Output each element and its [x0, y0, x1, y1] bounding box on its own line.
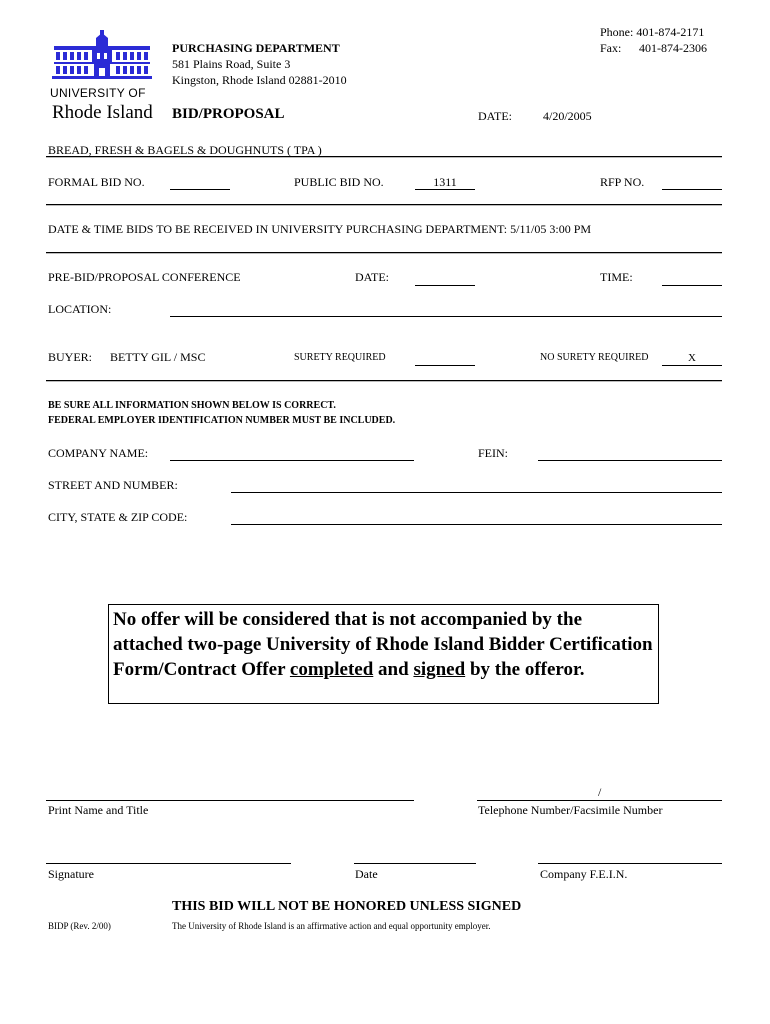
phone-fax-field[interactable]: [477, 800, 722, 801]
phone-number: Phone: 401-874-2171: [600, 25, 705, 39]
formal-bid-field[interactable]: [170, 175, 230, 190]
street-label: STREET AND NUMBER:: [48, 478, 178, 492]
signature-field[interactable]: [46, 863, 291, 864]
print-name-label: Print Name and Title: [48, 803, 149, 817]
city-field[interactable]: [231, 524, 722, 525]
no-surety-field[interactable]: X: [662, 351, 722, 366]
city-label: CITY, STATE & ZIP CODE:: [48, 510, 188, 524]
company-fein-field[interactable]: [538, 863, 722, 864]
prebid-date-field[interactable]: [415, 271, 475, 286]
divider: [46, 252, 722, 253]
phone-fax-label: Telephone Number/Facsimile Number: [478, 803, 663, 817]
info-notice-line1: BE SURE ALL INFORMATION SHOWN BELOW IS CORRECT.: [48, 400, 336, 411]
offer-notice-box: [108, 604, 659, 704]
signature-label: Signature: [48, 867, 94, 881]
department-name: PURCHASING DEPARTMENT: [172, 41, 340, 55]
notice-completed: completed: [289, 659, 374, 680]
divider: [46, 156, 722, 157]
rfp-label: RFP NO.: [600, 175, 645, 189]
sign-date-label: Date: [355, 867, 378, 881]
surety-field[interactable]: [415, 351, 475, 366]
company-name-label: COMPANY NAME:: [48, 446, 149, 460]
prebid-time-label: TIME:: [600, 270, 633, 284]
no-surety-label: NO SURETY REQUIRED: [540, 352, 649, 363]
form-title: BID/PROPOSAL: [172, 106, 285, 122]
company-fein-label: Company F.E.I.N.: [540, 867, 628, 881]
divider: [46, 204, 722, 205]
sign-date-field[interactable]: [354, 863, 476, 864]
prebid-date-label: DATE:: [355, 270, 389, 284]
info-notice-line2: FEDERAL EMPLOYER IDENTIFICATION NUMBER MUST BE INCLUDED.: [48, 415, 396, 426]
fein-field[interactable]: [538, 460, 722, 461]
buyer-label: BUYER:: [48, 350, 93, 364]
divider: [46, 380, 722, 381]
public-bid-label: PUBLIC BID NO.: [294, 175, 384, 189]
notice-and: and: [373, 659, 414, 680]
formal-bid-label: FORMAL BID NO.: [48, 175, 145, 189]
bid-description: BREAD, FRESH & BAGELS & DOUGHNUTS ( TPA ): [48, 143, 322, 157]
logo-line2: Rhode Island: [52, 102, 153, 123]
fein-label: FEIN:: [478, 446, 508, 460]
signed-warning: THIS BID WILL NOT BE HONORED UNLESS SIGNED: [172, 899, 522, 914]
public-bid-field[interactable]: 1311: [415, 175, 475, 190]
form-date-value: 4/20/2005: [543, 109, 592, 123]
print-name-field[interactable]: [46, 800, 414, 801]
form-date-label: DATE:: [478, 109, 512, 123]
surety-label: SURETY REQUIRED: [294, 352, 386, 363]
address-line2: Kingston, Rhode Island 02881-2010: [172, 73, 347, 87]
location-label: LOCATION:: [48, 302, 112, 316]
form-id: BIDP (Rev. 2/00): [48, 921, 111, 931]
company-name-field[interactable]: [170, 460, 414, 461]
uri-logo: [48, 28, 154, 124]
notice-text: No offer will be considered that is not accompanied by the attached two-page University of Rhode Island Bidder Certification Form/Contract Offer: [113, 609, 653, 680]
address-line1: 581 Plains Road, Suite 3: [172, 57, 291, 71]
notice-signed: signed: [413, 659, 466, 680]
location-field[interactable]: [170, 302, 722, 317]
prebid-label: PRE-BID/PROPOSAL CONFERENCE: [48, 270, 241, 284]
notice-text-end: by the offeror.: [465, 659, 585, 680]
university-building-icon: [52, 28, 152, 86]
logo-line1: UNIVERSITY OF: [50, 86, 146, 100]
buyer-name: BETTY GIL / MSC: [110, 350, 206, 364]
bid-deadline: DATE & TIME BIDS TO BE RECEIVED IN UNIVERSITY PURCHASING DEPARTMENT: 5/11/05 3:00 PM: [48, 222, 592, 236]
phone-fax-separator: /: [598, 785, 602, 799]
eeo-statement: The University of Rhode Island is an affirmative action and equal opportunity employer.: [172, 921, 491, 931]
fax-number: 401-874-2306: [639, 41, 707, 55]
street-field[interactable]: [231, 492, 722, 493]
fax-label: Fax:: [600, 41, 622, 55]
rfp-field[interactable]: [662, 175, 722, 190]
prebid-time-field[interactable]: [662, 271, 722, 286]
